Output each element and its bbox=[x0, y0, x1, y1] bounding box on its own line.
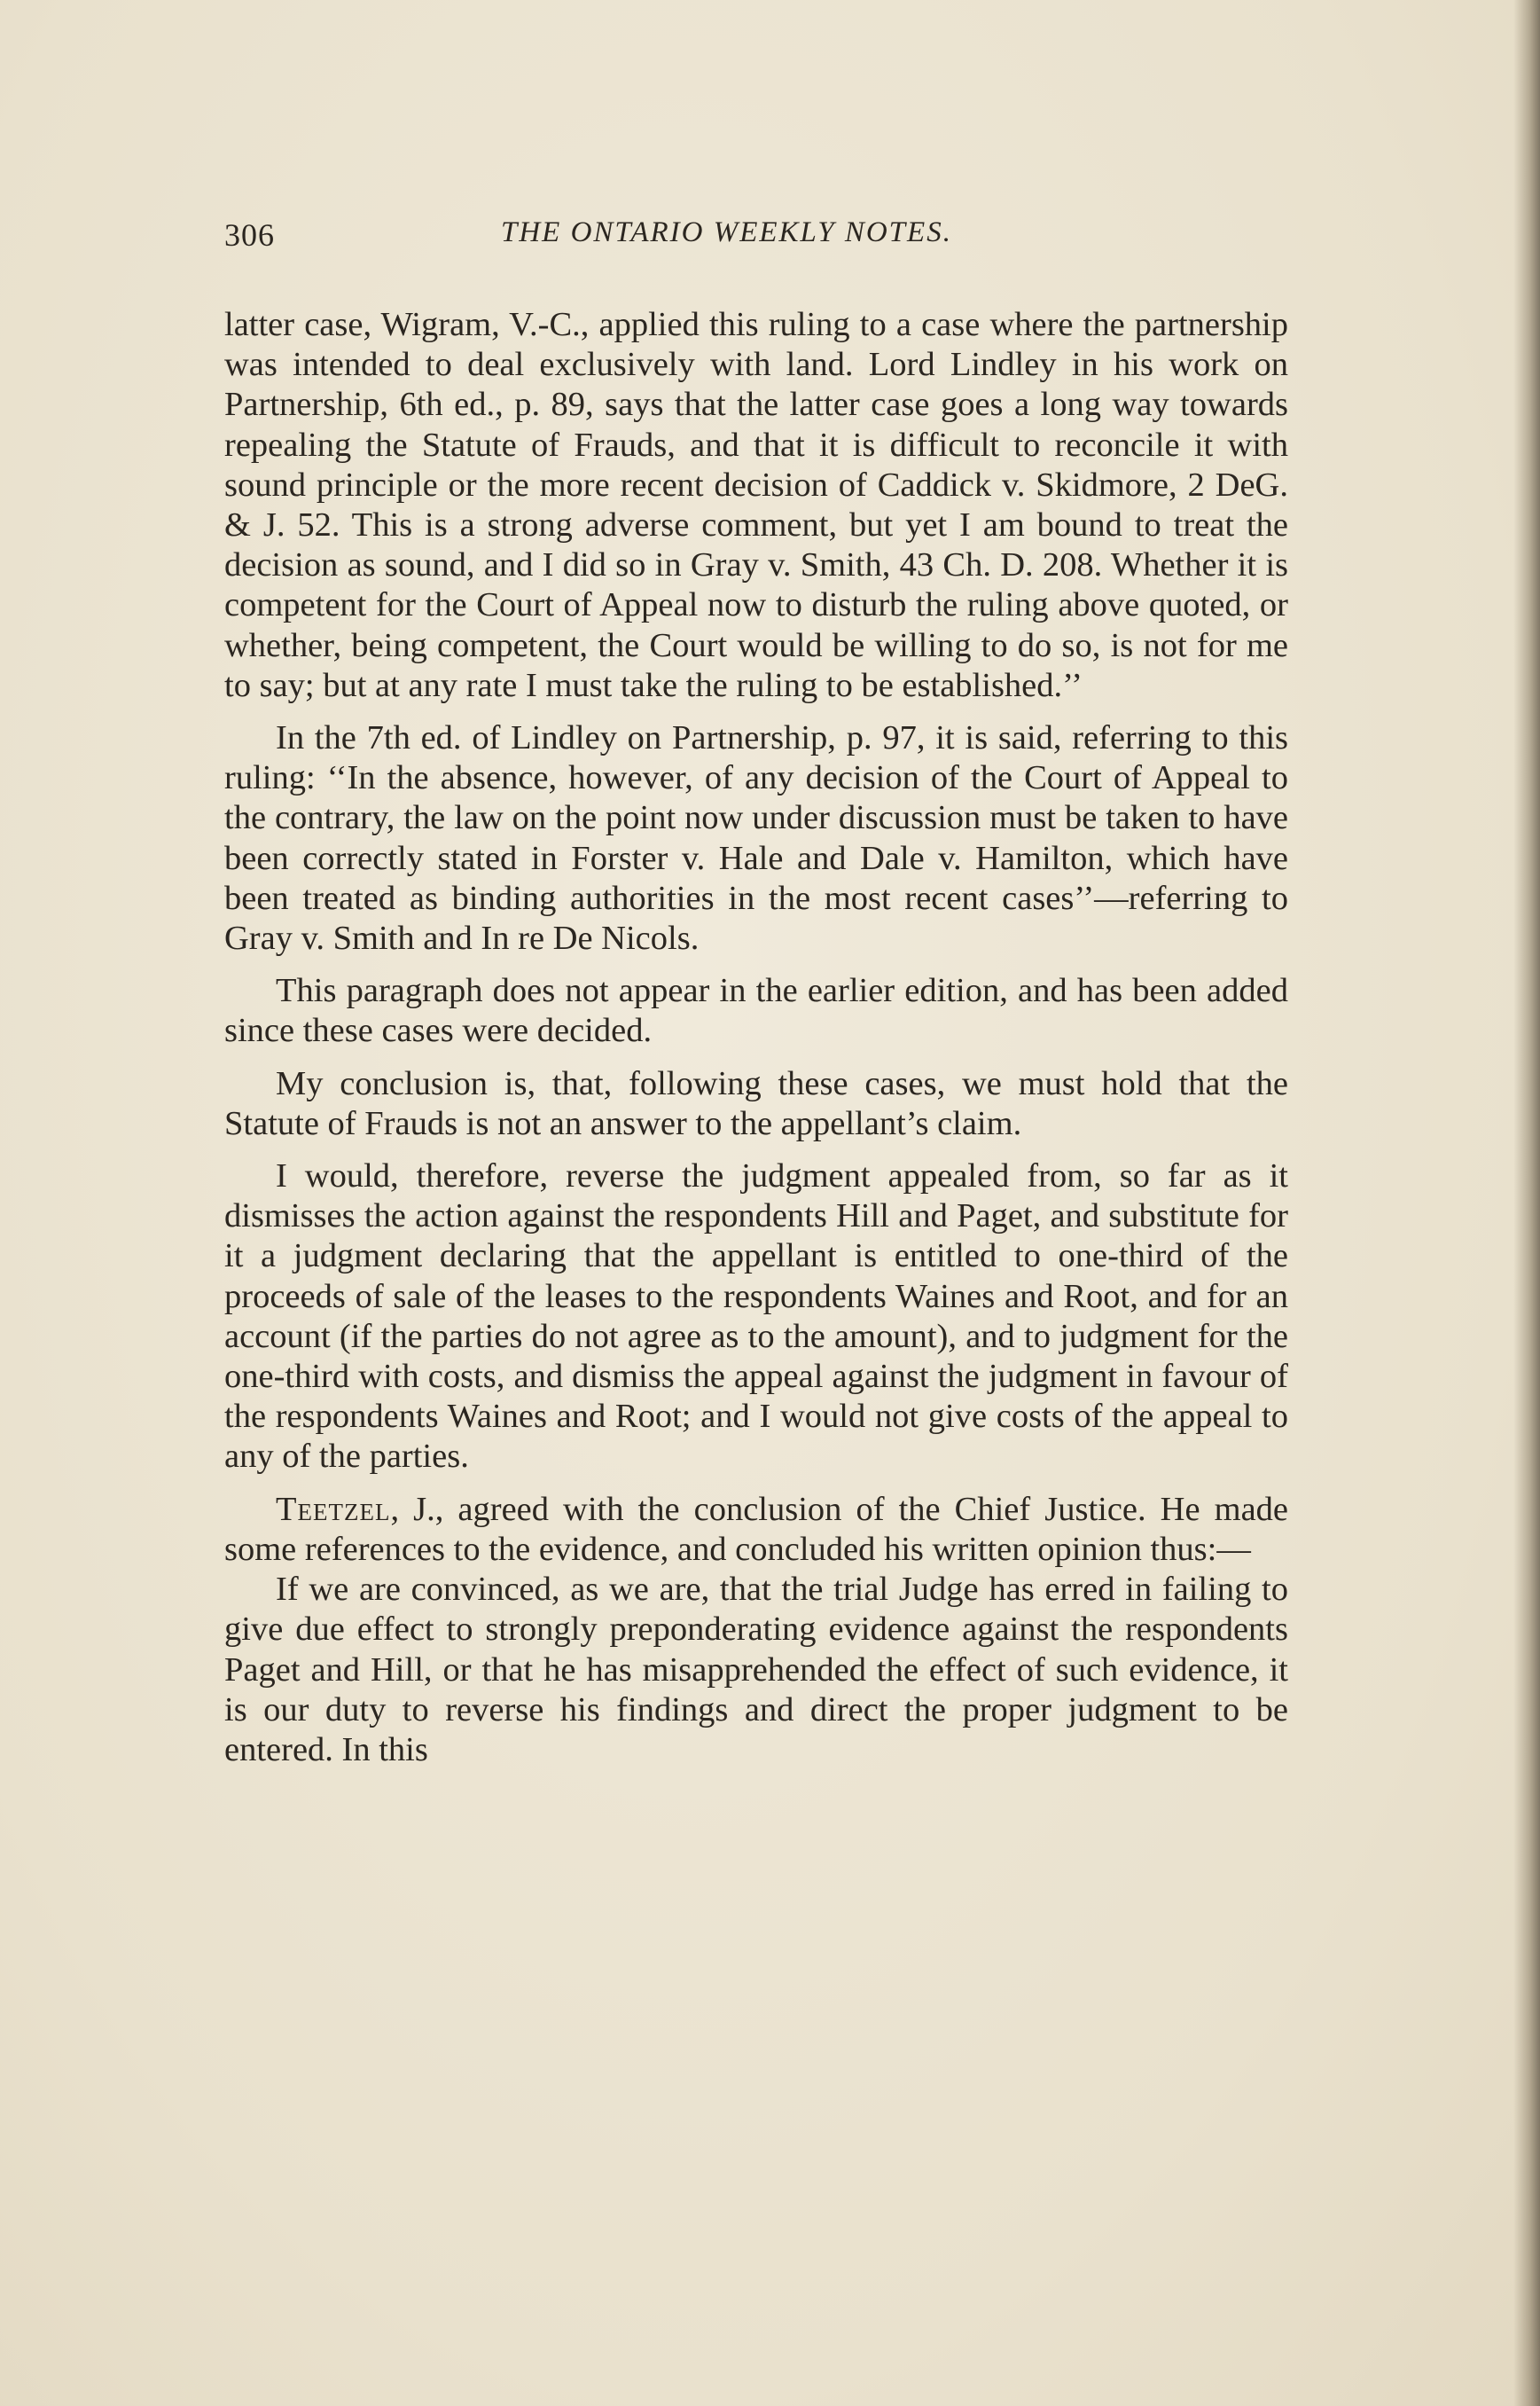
paragraph-1: latter case, Wigram, V.-C., applied this ruling to a case where the partnership was intended to deal exclusively with land. Lord Lindley in his work on Partnership, 6th ed., p. 89, says that the latter case goes a long way towards repealing the Statute of Frauds, and that it is difficult to reconcile it with sound principle or the more recent decision of Caddick v. Skidmore, 2 DeG. & J. 52. This is a strong adverse comment, but yet I am bound to treat the decision as sound, and I did so in Gray v. Smith, 43 Ch. D. 208. Whether it is competent for the Court of Appeal now to disturb the ruling above quoted, or whether, being competent, the Court would be willing to do so, is not for me to say; but at any rate I must take the ruling to be established.’’ bbox=[224, 306, 1288, 704]
paragraph-final: If we are convinced, as we are, that the trial Judge has erred in failing to give due effect to strongly preponderating evidence against the respondents Paget and Hill, or that he has misapprehended the effect of such evidence, it is our duty to reverse his findings and direct the proper judgment to be entered. In this bbox=[224, 1571, 1288, 1768]
paragraph-5: I would, therefore, reverse the judgment appealed from, so far as it dismisses the action against the respondents Hill and Paget, and substitute for it a judgment declaring that the appellant is entitled to one-third of the proceeds of sale of the leases to the respondents Waines and Root, and for an account (if the parties do not agree as to the amount), and to judgment for the one-third with costs, and dismiss the appeal against the judgment in favour of the respondents Waines and Root; and I would not give costs of the appeal to any of the parties. bbox=[224, 1157, 1288, 1476]
running-title: THE ONTARIO WEEKLY NOTES. bbox=[501, 216, 952, 248]
page-header bbox=[224, 216, 1288, 261]
teetzel-text: , J., agreed with the conclusion of the Chief Justice. He made some references to the evidence, and concluded his written opinion thus:— bbox=[224, 1490, 1288, 1568]
paragraph-3: This paragraph does not appear in the earlier edition, and has been added since these cases were decided. bbox=[224, 972, 1288, 1050]
body-text bbox=[224, 305, 1288, 1770]
paragraph-teetzel bbox=[224, 1490, 1288, 1570]
paragraph-2: In the 7th ed. of Lindley on Partnership, p. 97, it is said, referring to this ruling: ‘‘In the absence, however, of any decision of the Court of Appeal to the contrary, the law on the point now under discussion must be taken to have been correctly stated in Forster v. Hale and Dale v. Hamilton, which have been treated as binding authorities in the most recent cases’’—referring to Gray v. Smith and In re De Nicols. bbox=[224, 719, 1288, 958]
judge-name: Teetzel bbox=[276, 1490, 391, 1528]
paragraph-4: My conclusion is, that, following these cases, we must hold that the Statute of Frauds is not an answer to the appellant’s claim. bbox=[224, 1064, 1288, 1142]
page-number: 306 bbox=[224, 217, 275, 253]
page-edge-shadow bbox=[1513, 0, 1540, 2406]
